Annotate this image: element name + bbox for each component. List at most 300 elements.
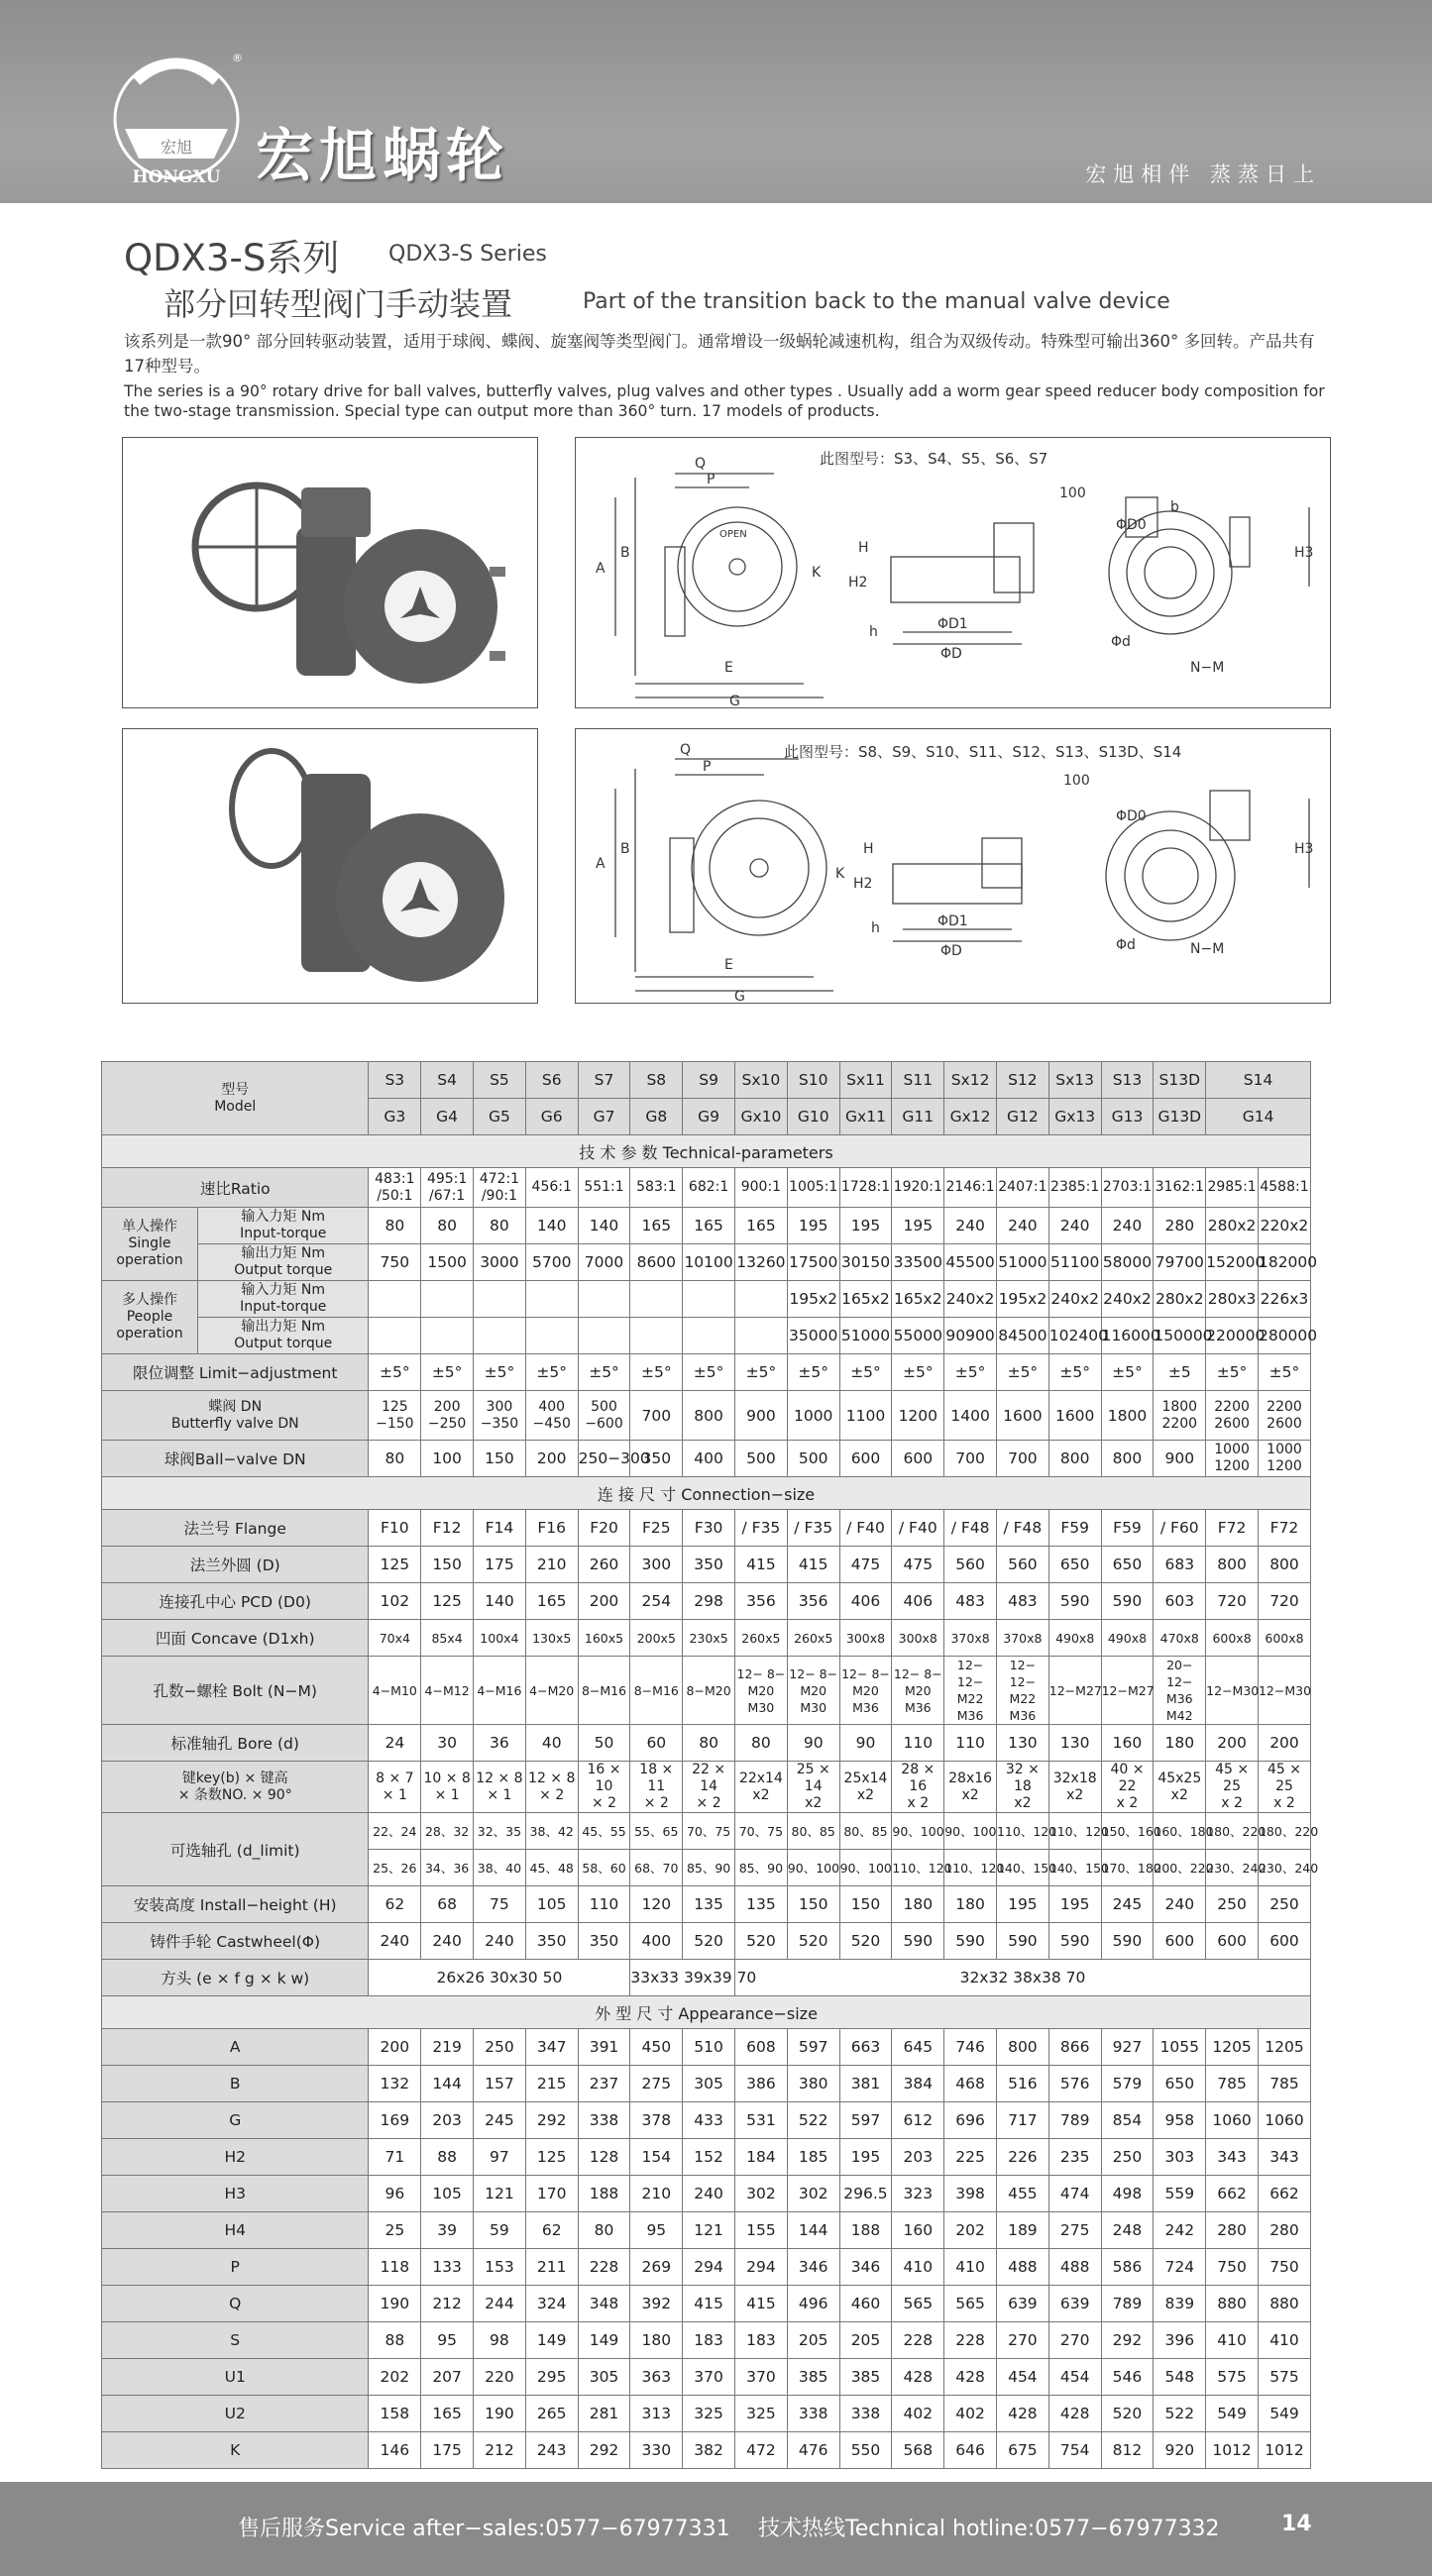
- pcd-row-value: 406: [892, 1583, 944, 1620]
- ratio-row-value: 551:1: [578, 1168, 630, 1208]
- appearance-row-b-value: 157: [474, 2066, 526, 2102]
- single-in-value: 165: [630, 1208, 683, 1244]
- bore-row-value: 60: [630, 1725, 683, 1762]
- appearance-row-g: [102, 2102, 1311, 2139]
- dlimit-value: 230、240: [1206, 1850, 1259, 1886]
- single-out-value: 13260: [735, 1244, 788, 1281]
- appearance-row-b-value: 384: [892, 2066, 944, 2102]
- bore-row-value: 90: [839, 1725, 892, 1762]
- appearance-row-h2-value: 185: [787, 2139, 839, 2176]
- flange-d-row-value: 800: [1206, 1547, 1259, 1583]
- limit-row-value: ±5°: [892, 1354, 944, 1391]
- ratio-row-value: 1920:1: [892, 1168, 944, 1208]
- butterfly-row: [102, 1391, 1311, 1441]
- key-row-value: 28 × 16 x 2: [892, 1762, 944, 1813]
- ratio-row-value: 2407:1: [996, 1168, 1048, 1208]
- appearance-row-q-value: 839: [1154, 2286, 1206, 2322]
- bolt-row-value: 8−M20: [683, 1657, 735, 1725]
- flange-row-value: F12: [421, 1510, 474, 1547]
- appearance-row-g-value: 597: [839, 2102, 892, 2139]
- input-torque-label: 输入力矩 Nm Input-torque: [197, 1208, 368, 1244]
- key-row-value: 40 × 22 x 2: [1101, 1762, 1154, 1813]
- concave-row-value: 300x8: [892, 1620, 944, 1657]
- appearance-row-a: [102, 2029, 1311, 2066]
- appearance-row-b-value: 381: [839, 2066, 892, 2102]
- single-in-value: 240: [996, 1208, 1048, 1244]
- bolt-row-value: 12− 8− M20 M36: [892, 1657, 944, 1725]
- appearance-row-u1-value: 548: [1154, 2359, 1206, 2396]
- appearance-row-p-value: 488: [996, 2249, 1048, 2286]
- ball-row-value: 200: [525, 1441, 578, 1477]
- model-s: Sx11: [839, 1062, 892, 1099]
- appearance-row-h2-value: 303: [1154, 2139, 1206, 2176]
- technical-drawing-2: [575, 728, 1331, 1004]
- people-in-value: [578, 1281, 630, 1318]
- ball-row-value: 800: [1048, 1441, 1101, 1477]
- appearance-row-u2-value: 338: [787, 2396, 839, 2432]
- dim2-h: h: [871, 920, 880, 936]
- people-label: 多人操作 People operation: [102, 1281, 198, 1354]
- concave-row-value: 85x4: [421, 1620, 474, 1657]
- appearance-row-u1-value: 370: [735, 2359, 788, 2396]
- bolt-row-value: 4−M12: [421, 1657, 474, 1725]
- key-row-value: 45 × 25 x 2: [1258, 1762, 1310, 1813]
- people-out-value: [369, 1318, 421, 1354]
- model-g: G7: [578, 1099, 630, 1135]
- appearance-row-p-value: 724: [1154, 2249, 1206, 2286]
- bolt-row-value: 4−M20: [525, 1657, 578, 1725]
- square-value: 32x32 38x38 70: [735, 1960, 1311, 1996]
- section-appearance: [102, 1996, 1311, 2029]
- single-out-value: 8600: [630, 1244, 683, 1281]
- drawing-caption-2: 此图型号：S8、S9、S10、S11、S12、S13、S13D、S14: [784, 743, 1182, 761]
- butterfly-row-value: 125 −150: [369, 1391, 421, 1441]
- flange-row-value: F14: [474, 1510, 526, 1547]
- section-technical: [102, 1135, 1311, 1168]
- ratio-row-value: 472:1 /90:1: [474, 1168, 526, 1208]
- dlimit-value: 200、220: [1154, 1850, 1206, 1886]
- appearance-row-p-value: 410: [944, 2249, 997, 2286]
- appearance-row-s-value: 95: [421, 2322, 474, 2359]
- hongxu-logo-icon: [107, 42, 246, 190]
- cast-row-value: 520: [839, 1923, 892, 1960]
- bore-row-value: 110: [944, 1725, 997, 1762]
- ratio-row-value: 483:1 /50:1: [369, 1168, 421, 1208]
- people-in-value: 280x2: [1154, 1281, 1206, 1318]
- appearance-row-q-value: 565: [944, 2286, 997, 2322]
- people-out-value: [735, 1318, 788, 1354]
- dlimit-value: 170、180: [1101, 1850, 1154, 1886]
- dim-100: 100: [1059, 485, 1086, 501]
- appearance-row-p: [102, 2249, 1311, 2286]
- single-out-value: 51000: [996, 1244, 1048, 1281]
- appearance-row-p-label: P: [102, 2249, 369, 2286]
- single-out-value: 750: [369, 1244, 421, 1281]
- appearance-row-p-value: 586: [1101, 2249, 1154, 2286]
- description-cn: 该系列是一款90° 部分回转驱动装置，适用于球阀、蝶阀、旋塞阀等类型阀门。通常增设一级蜗轮减速机构，组合为双级传动。特殊型可输出360° 多回转。产品共有17种型号。: [124, 332, 1315, 376]
- appearance-row-s-value: 88: [369, 2322, 421, 2359]
- appearance-row-h4-value: 121: [683, 2212, 735, 2249]
- appearance-row-h2-label: H2: [102, 2139, 369, 2176]
- key-row-value: 18 × 11 × 2: [630, 1762, 683, 1813]
- appearance-row-b-value: 785: [1206, 2066, 1259, 2102]
- section-title: 外 型 尺 寸 Appearance−size: [102, 1996, 1311, 2029]
- butterfly-row-value: 1800: [1101, 1391, 1154, 1441]
- limit-row-value: ±5°: [578, 1354, 630, 1391]
- appearance-row-b-value: 305: [683, 2066, 735, 2102]
- limit-row-value: ±5°: [944, 1354, 997, 1391]
- install-row-value: 135: [735, 1886, 788, 1923]
- appearance-row-k-value: 1012: [1206, 2432, 1259, 2469]
- ratio-row-value: 495:1 /67:1: [421, 1168, 474, 1208]
- appearance-row-u2-value: 165: [421, 2396, 474, 2432]
- dim2-A: A: [596, 856, 606, 872]
- appearance-row-h3-value: 302: [787, 2176, 839, 2212]
- cast-row-value: 600: [1258, 1923, 1310, 1960]
- ball-row: [102, 1441, 1311, 1477]
- appearance-row-u1-value: 305: [578, 2359, 630, 2396]
- dim2-H2: H2: [853, 876, 873, 892]
- flange-d-row-value: 650: [1101, 1547, 1154, 1583]
- dlimit-value: 110、120: [892, 1850, 944, 1886]
- appearance-row-b-value: 579: [1101, 2066, 1154, 2102]
- appearance-row-h3-value: 302: [735, 2176, 788, 2212]
- appearance-row-s-value: 292: [1101, 2322, 1154, 2359]
- dim-G: G: [729, 694, 740, 709]
- model-g: G13: [1101, 1099, 1154, 1135]
- appearance-row-a-value: 1055: [1154, 2029, 1206, 2066]
- cast-row-value: 590: [996, 1923, 1048, 1960]
- appearance-row-b-value: 380: [787, 2066, 839, 2102]
- dlimit-value: 45、48: [525, 1850, 578, 1886]
- product-photo-1: [122, 437, 538, 708]
- dim-D0: ΦD0: [1116, 517, 1147, 533]
- single-in-value: 240: [944, 1208, 997, 1244]
- people-out-value: 150000: [1154, 1318, 1206, 1354]
- model-s: S13: [1101, 1062, 1154, 1099]
- dim-D: ΦD: [940, 646, 962, 662]
- appearance-row-h3-value: 121: [474, 2176, 526, 2212]
- flange-d-row-value: 350: [683, 1547, 735, 1583]
- single-in-value: 140: [525, 1208, 578, 1244]
- flange-row-value: / F48: [944, 1510, 997, 1547]
- flange-row: [102, 1510, 1311, 1547]
- appearance-row-h4-value: 242: [1154, 2212, 1206, 2249]
- appearance-row-u2-value: 338: [839, 2396, 892, 2432]
- dim-B: B: [620, 545, 630, 561]
- square-value: 26x26 30x30 50: [369, 1960, 630, 1996]
- page-header: [0, 0, 1432, 203]
- dim2-D0: ΦD0: [1116, 808, 1147, 824]
- bore-row-value: 200: [1258, 1725, 1310, 1762]
- people-out-row: [102, 1318, 1311, 1354]
- cast-row-value: 590: [892, 1923, 944, 1960]
- appearance-row-h2-value: 128: [578, 2139, 630, 2176]
- dlimit-value: 150、160: [1101, 1813, 1154, 1850]
- appearance-row-u2-value: 428: [1048, 2396, 1101, 2432]
- appearance-row-h2: [102, 2139, 1311, 2176]
- concave-row-value: 600x8: [1258, 1620, 1310, 1657]
- dlimit-value: 28、32: [421, 1813, 474, 1850]
- limit-row-label: 限位调整 Limit−adjustment: [102, 1354, 369, 1391]
- bore-row-label: 标准轴孔 Bore (d): [102, 1725, 369, 1762]
- model-g: G13D: [1154, 1099, 1206, 1135]
- appearance-row-p-value: 410: [892, 2249, 944, 2286]
- concave-row-label: 凹面 Concave (D1xh): [102, 1620, 369, 1657]
- model-row-s: [102, 1062, 1311, 1099]
- butterfly-row-value: 700: [630, 1391, 683, 1441]
- appearance-row-s-value: 98: [474, 2322, 526, 2359]
- ball-row-value: 600: [892, 1441, 944, 1477]
- appearance-row-h3-value: 474: [1048, 2176, 1101, 2212]
- key-row: [102, 1762, 1311, 1813]
- appearance-row-s-value: 205: [787, 2322, 839, 2359]
- limit-row-value: ±5°: [996, 1354, 1048, 1391]
- single-out-value: 45500: [944, 1244, 997, 1281]
- appearance-row-b-value: 650: [1154, 2066, 1206, 2102]
- ball-row-value: 1000 1200: [1258, 1441, 1310, 1477]
- appearance-row-u2-value: 325: [683, 2396, 735, 2432]
- model-g: G11: [892, 1099, 944, 1135]
- appearance-row-u2-value: 265: [525, 2396, 578, 2432]
- appearance-row-g-value: 169: [369, 2102, 421, 2139]
- appearance-row-g-value: 378: [630, 2102, 683, 2139]
- limit-row-value: ±5°: [839, 1354, 892, 1391]
- flange-row-value: F59: [1048, 1510, 1101, 1547]
- key-row-value: 8 × 7 × 1: [369, 1762, 421, 1813]
- key-row-value: 10 × 8 × 1: [421, 1762, 474, 1813]
- appearance-row-a-value: 746: [944, 2029, 997, 2066]
- people-out-value: 280000: [1258, 1318, 1310, 1354]
- install-row-value: 180: [892, 1886, 944, 1923]
- appearance-row-h3-value: 96: [369, 2176, 421, 2212]
- install-row-value: 68: [421, 1886, 474, 1923]
- appearance-row-h4-value: 202: [944, 2212, 997, 2249]
- pcd-row-value: 590: [1101, 1583, 1154, 1620]
- appearance-row-b-value: 132: [369, 2066, 421, 2102]
- appearance-row-h3-value: 455: [996, 2176, 1048, 2212]
- bolt-row-value: 12−M27: [1101, 1657, 1154, 1725]
- appearance-row-k-value: 812: [1101, 2432, 1154, 2469]
- dim2-D1: ΦD1: [937, 913, 968, 929]
- model-g: G5: [474, 1099, 526, 1135]
- appearance-row-u1-value: 220: [474, 2359, 526, 2396]
- people-in-value: [525, 1281, 578, 1318]
- flange-d-row-value: 800: [1258, 1547, 1310, 1583]
- drawing-caption-1: 此图型号：S3、S4、S5、S6、S7: [820, 450, 1048, 468]
- key-row-value: 12 × 8 × 1: [474, 1762, 526, 1813]
- appearance-row-b-value: 275: [630, 2066, 683, 2102]
- pcd-row-value: 720: [1206, 1583, 1259, 1620]
- appearance-row-a-value: 663: [839, 2029, 892, 2066]
- svg-text:宏旭: 宏旭: [160, 138, 193, 157]
- pcd-row-value: 200: [578, 1583, 630, 1620]
- appearance-row-a-value: 927: [1101, 2029, 1154, 2066]
- model-g: Gx10: [735, 1099, 788, 1135]
- model-g: G3: [369, 1099, 421, 1135]
- bore-row-value: 30: [421, 1725, 474, 1762]
- dim2-100: 100: [1063, 773, 1090, 789]
- ball-row-value: 500: [735, 1441, 788, 1477]
- appearance-row-h3-value: 323: [892, 2176, 944, 2212]
- appearance-row-q-value: 880: [1206, 2286, 1259, 2322]
- appearance-row-k: [102, 2432, 1311, 2469]
- bolt-row-label: 孔数−螺栓 Bolt (N−M): [102, 1657, 369, 1725]
- appearance-row-b-value: 237: [578, 2066, 630, 2102]
- install-row: [102, 1886, 1311, 1923]
- flange-row-value: F59: [1101, 1510, 1154, 1547]
- single-in-value: 195: [892, 1208, 944, 1244]
- appearance-row-k-value: 568: [892, 2432, 944, 2469]
- appearance-row-h3-value: 170: [525, 2176, 578, 2212]
- butterfly-row-value: 500 −600: [578, 1391, 630, 1441]
- ball-row-label: 球阀Ball−valve DN: [102, 1441, 369, 1477]
- appearance-row-p-value: 211: [525, 2249, 578, 2286]
- appearance-row-h2-value: 235: [1048, 2139, 1101, 2176]
- square-value: 33x33 39x39 70: [630, 1960, 735, 1996]
- hotline-phone: 技术热线Technical hotline:0577−67977332: [758, 2517, 1220, 2541]
- flange-row-label: 法兰号 Flange: [102, 1510, 369, 1547]
- dlimit-value: 25、26: [369, 1850, 421, 1886]
- appearance-row-h4-value: 39: [421, 2212, 474, 2249]
- model-s: S4: [421, 1062, 474, 1099]
- appearance-row-u2-value: 428: [996, 2396, 1048, 2432]
- single-in-row: [102, 1208, 1311, 1244]
- people-out-value: 102400: [1048, 1318, 1101, 1354]
- appearance-row-s-value: 410: [1206, 2322, 1259, 2359]
- appearance-row-p-value: 133: [421, 2249, 474, 2286]
- butterfly-row-value: 1200: [892, 1391, 944, 1441]
- appearance-row-h2-value: 152: [683, 2139, 735, 2176]
- ball-row-value: 100: [421, 1441, 474, 1477]
- model-s: Sx10: [735, 1062, 788, 1099]
- appearance-row-b-value: 468: [944, 2066, 997, 2102]
- appearance-row-u2-value: 549: [1258, 2396, 1310, 2432]
- appearance-row-h4-value: 25: [369, 2212, 421, 2249]
- cast-row-value: 520: [735, 1923, 788, 1960]
- appearance-row-p-value: 269: [630, 2249, 683, 2286]
- butterfly-row-value: 1000: [787, 1391, 839, 1441]
- people-in-value: 240x2: [1048, 1281, 1101, 1318]
- appearance-row-h4-value: 59: [474, 2212, 526, 2249]
- appearance-row-p-value: 294: [683, 2249, 735, 2286]
- appearance-row-q-value: 244: [474, 2286, 526, 2322]
- dlimit-value: 85、90: [683, 1850, 735, 1886]
- appearance-row-k-label: K: [102, 2432, 369, 2469]
- model-g: G4: [421, 1099, 474, 1135]
- people-out-value: 55000: [892, 1318, 944, 1354]
- concave-row-value: 370x8: [944, 1620, 997, 1657]
- dlimit-value: 38、40: [474, 1850, 526, 1886]
- flange-d-row-value: 560: [944, 1547, 997, 1583]
- people-in-value: [683, 1281, 735, 1318]
- bore-row-value: 36: [474, 1725, 526, 1762]
- bore-row-value: 50: [578, 1725, 630, 1762]
- appearance-row-u2-value: 522: [1154, 2396, 1206, 2432]
- appearance-row-k-value: 146: [369, 2432, 421, 2469]
- appearance-row-k-value: 476: [787, 2432, 839, 2469]
- appearance-row-h4-value: 248: [1101, 2212, 1154, 2249]
- single-out-value: 5700: [525, 1244, 578, 1281]
- limit-row-value: ±5°: [1206, 1354, 1259, 1391]
- limit-row-value: ±5°: [1101, 1354, 1154, 1391]
- appearance-row-h2-value: 225: [944, 2139, 997, 2176]
- dlimit-value: 22、24: [369, 1813, 421, 1850]
- key-row-value: 32x18 x2: [1048, 1762, 1101, 1813]
- bolt-row-value: 12− 12− M22 M36: [996, 1657, 1048, 1725]
- appearance-row-h3-value: 662: [1206, 2176, 1259, 2212]
- install-row-value: 75: [474, 1886, 526, 1923]
- people-in-value: 240x2: [944, 1281, 997, 1318]
- appearance-row-p-value: 488: [1048, 2249, 1101, 2286]
- bolt-row-value: 12− 8− M20 M36: [839, 1657, 892, 1725]
- key-row-value: 22x14 x2: [735, 1762, 788, 1813]
- appearance-row-p-value: 750: [1206, 2249, 1259, 2286]
- bolt-row-value: 12−M30: [1206, 1657, 1259, 1725]
- pcd-row-value: 356: [787, 1583, 839, 1620]
- model-s: Sx12: [944, 1062, 997, 1099]
- flange-row-value: / F40: [839, 1510, 892, 1547]
- butterfly-row-label: 蝶阀 DN Butterfly valve DN: [102, 1391, 369, 1441]
- install-row-label: 安装高度 Install−height (H): [102, 1886, 369, 1923]
- limit-row-value: ±5°: [474, 1354, 526, 1391]
- people-in-value: 165x2: [839, 1281, 892, 1318]
- ratio-row-value: 900:1: [735, 1168, 788, 1208]
- appearance-row-h4-value: 280: [1258, 2212, 1310, 2249]
- install-row-value: 195: [996, 1886, 1048, 1923]
- bolt-row-value: 20− 12− M36 M42: [1154, 1657, 1206, 1725]
- key-row-value: 28x16 x2: [944, 1762, 997, 1813]
- dlimit-value: 110、120: [1048, 1813, 1101, 1850]
- model-s: S12: [996, 1062, 1048, 1099]
- cast-row-value: 400: [630, 1923, 683, 1960]
- flange-row-value: / F35: [787, 1510, 839, 1547]
- people-in-value: 165x2: [892, 1281, 944, 1318]
- appearance-row-h4-value: 155: [735, 2212, 788, 2249]
- single-out-value: 3000: [474, 1244, 526, 1281]
- appearance-row-g-value: 522: [787, 2102, 839, 2139]
- dim2-NM: N−M: [1190, 941, 1225, 957]
- bore-row-value: 110: [892, 1725, 944, 1762]
- dim-H3: H3: [1294, 545, 1314, 561]
- single-in-value: 80: [369, 1208, 421, 1244]
- pcd-row-value: 720: [1258, 1583, 1310, 1620]
- model-g: Gx12: [944, 1099, 997, 1135]
- key-row-value: 25x14 x2: [839, 1762, 892, 1813]
- bore-row-value: 40: [525, 1725, 578, 1762]
- appearance-row-u1-value: 370: [683, 2359, 735, 2396]
- appearance-row-h3-value: 188: [578, 2176, 630, 2212]
- key-row-value: 25 × 14 x2: [787, 1762, 839, 1813]
- appearance-row-g-value: 292: [525, 2102, 578, 2139]
- appearance-row-g-value: 1060: [1206, 2102, 1259, 2139]
- appearance-row-g-value: 531: [735, 2102, 788, 2139]
- appearance-row-s-value: 270: [996, 2322, 1048, 2359]
- appearance-row-q-value: 415: [683, 2286, 735, 2322]
- appearance-row-s-value: 205: [839, 2322, 892, 2359]
- dlimit-value: 68、70: [630, 1850, 683, 1886]
- people-out-value: 90900: [944, 1318, 997, 1354]
- appearance-row-h4-value: 62: [525, 2212, 578, 2249]
- appearance-row-b-value: 386: [735, 2066, 788, 2102]
- appearance-row-h4-value: 144: [787, 2212, 839, 2249]
- butterfly-row-value: 1600: [1048, 1391, 1101, 1441]
- appearance-row-p-value: 153: [474, 2249, 526, 2286]
- appearance-row-s-value: 228: [892, 2322, 944, 2359]
- output-torque-label: 输出力矩 Nm Output torque: [197, 1244, 368, 1281]
- dim2-P: P: [703, 759, 712, 775]
- appearance-row-q-value: 789: [1101, 2286, 1154, 2322]
